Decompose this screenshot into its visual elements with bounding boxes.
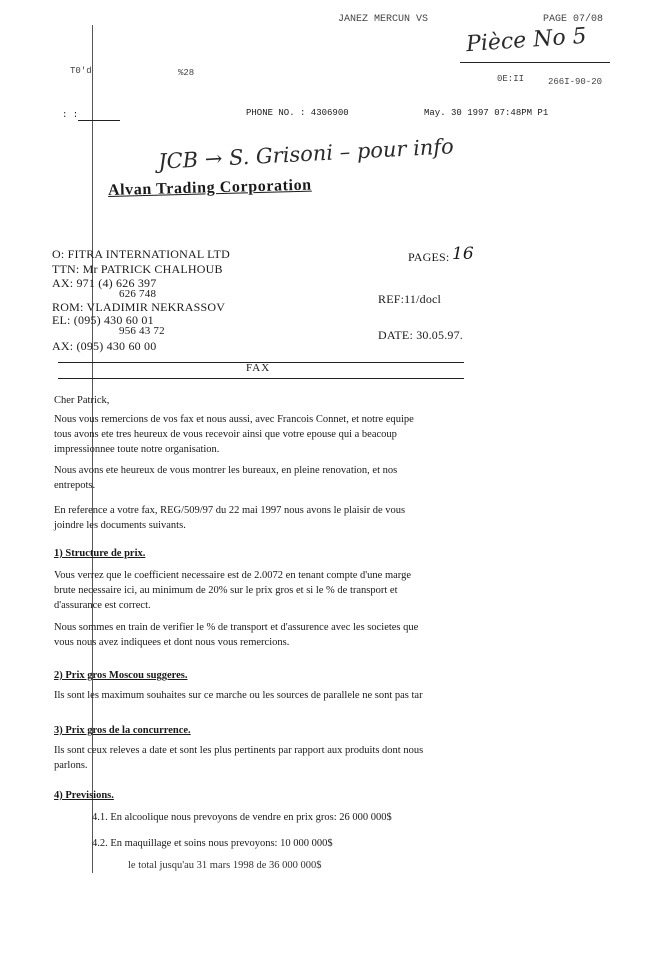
tel-line-1: EL: (095) 430 60 01 — [52, 313, 154, 327]
para-3-line-2: joindre les documents suivants. — [54, 520, 186, 531]
date-line: DATE: 30.05.97. — [378, 328, 463, 342]
fax-line-1: AX: 971 (4) 626 397 — [52, 276, 157, 290]
s1-line-3: d'assurance est correct. — [54, 600, 151, 611]
forecast-4-2: 4.2. En maquillage et soins nous prevoyons: 10 000 000$ — [92, 838, 333, 849]
header-rule-top — [460, 62, 610, 63]
routing-note-handwriting: JCB → S. Grisoni – pour info — [157, 134, 455, 174]
pages-value: 16 — [452, 244, 474, 264]
fax-top-left-code: T0'd — [70, 66, 92, 76]
section-4-title: 4) Previsions. — [54, 790, 114, 801]
s1-line-1: Vous verrez que le coefficient necessaire est de 2.0072 en tenant compte d'une marge — [54, 570, 412, 581]
fax-mirrored-time: 0E:II — [497, 74, 525, 84]
para-3 — [54, 503, 405, 533]
header-rule-left — [78, 120, 120, 121]
para-2 — [54, 463, 397, 493]
section-2-title: 2) Prix gros Moscou suggeres. — [54, 670, 188, 681]
para-1 — [54, 412, 414, 457]
to-line: O: FITRA INTERNATIONAL LTD — [52, 247, 230, 261]
para-1-line-2: tous avons ete tres heureux de vous recevoir ainsi que votre epouse qui a beacoup — [54, 429, 397, 440]
fax-from-line: AX: (095) 430 60 00 — [52, 339, 157, 353]
section-3-title: 3) Prix gros de la concurrence. — [54, 725, 191, 736]
section-2-para: Ils sont les maximum souhaites sur ce marche ou les sources de parallele ne sont pas tar — [54, 690, 423, 701]
s1-p2-line-2: vous nous avez indiquees et dont nous vous remercions. — [54, 637, 290, 648]
fax-title: FAX — [246, 362, 271, 374]
fax-top-left-code2: %28 — [178, 68, 195, 78]
from-line: ROM: VLADIMIR NEKRASSOV — [52, 300, 226, 314]
fax-rule-bottom — [58, 378, 464, 379]
para-2-line-2: entrepots. — [54, 480, 96, 491]
section-1-title: 1) Structure de prix. — [54, 548, 146, 559]
fax-mirrored-date: 266I-90-20 — [548, 77, 603, 87]
fax-top-page: PAGE 07/08 — [543, 14, 604, 25]
salutation: Cher Patrick, — [54, 395, 110, 406]
piece-number-handwriting: Pièce No 5 — [465, 23, 588, 58]
para-2-line-1: Nous avons ete heureux de vous montrer les bureaux, en pleine renovation, et nos — [54, 465, 398, 476]
section-1-para-1 — [54, 568, 411, 613]
pages-label: PAGES: — [408, 250, 450, 264]
company-name: Alvan Trading Corporation — [107, 176, 312, 199]
fax-line-2: 626 748 — [119, 288, 157, 300]
forecast-4-3: le total jusqu'au 31 mars 1998 de 36 000 000$ — [128, 860, 322, 871]
tel-line-2: 956 43 72 — [119, 325, 165, 337]
section-1-para-2 — [54, 620, 418, 650]
para-1-line-3: impressionnee toute notre organisation. — [54, 444, 220, 455]
s3-line-1: Ils sont ceux releves a date et sont les plus pertinents par rapport aux produits dont nous — [54, 745, 424, 756]
s1-p2-line-1: Nous sommes en train de verifier le % de transport et d'assurence avec les societes que — [54, 622, 419, 633]
section-3-para — [54, 743, 423, 773]
forecast-4-1: 4.1. En alcoolique nous prevoyons de vendre en prix gros: 26 000 000$ — [92, 812, 392, 823]
fax-phone-line: PHONE NO. : 4306900 — [246, 108, 349, 118]
s1-line-2: brute necessaire ici, au minimum de 20% sur le prix gros et si le % de transport et — [54, 585, 398, 596]
fax-date-line: May. 30 1997 07:48PM P1 — [424, 108, 549, 118]
fax-top-sender: JANEZ MERCUN VS — [338, 14, 429, 25]
ref-line: REF:11/docl — [378, 292, 442, 306]
s3-line-2: parlons. — [54, 760, 88, 771]
para-3-line-1: En reference a votre fax, REG/509/97 du 22 mai 1997 nous avons le plaisir de vous — [54, 505, 406, 516]
fax-left-marks: : : — [62, 110, 79, 120]
attn-line: TTN: Mr PATRICK CHALHOUB — [52, 262, 223, 276]
para-1-line-1: Nous vous remercions de vos fax et nous aussi, avec Francois Connet, et notre equipe — [54, 414, 414, 425]
